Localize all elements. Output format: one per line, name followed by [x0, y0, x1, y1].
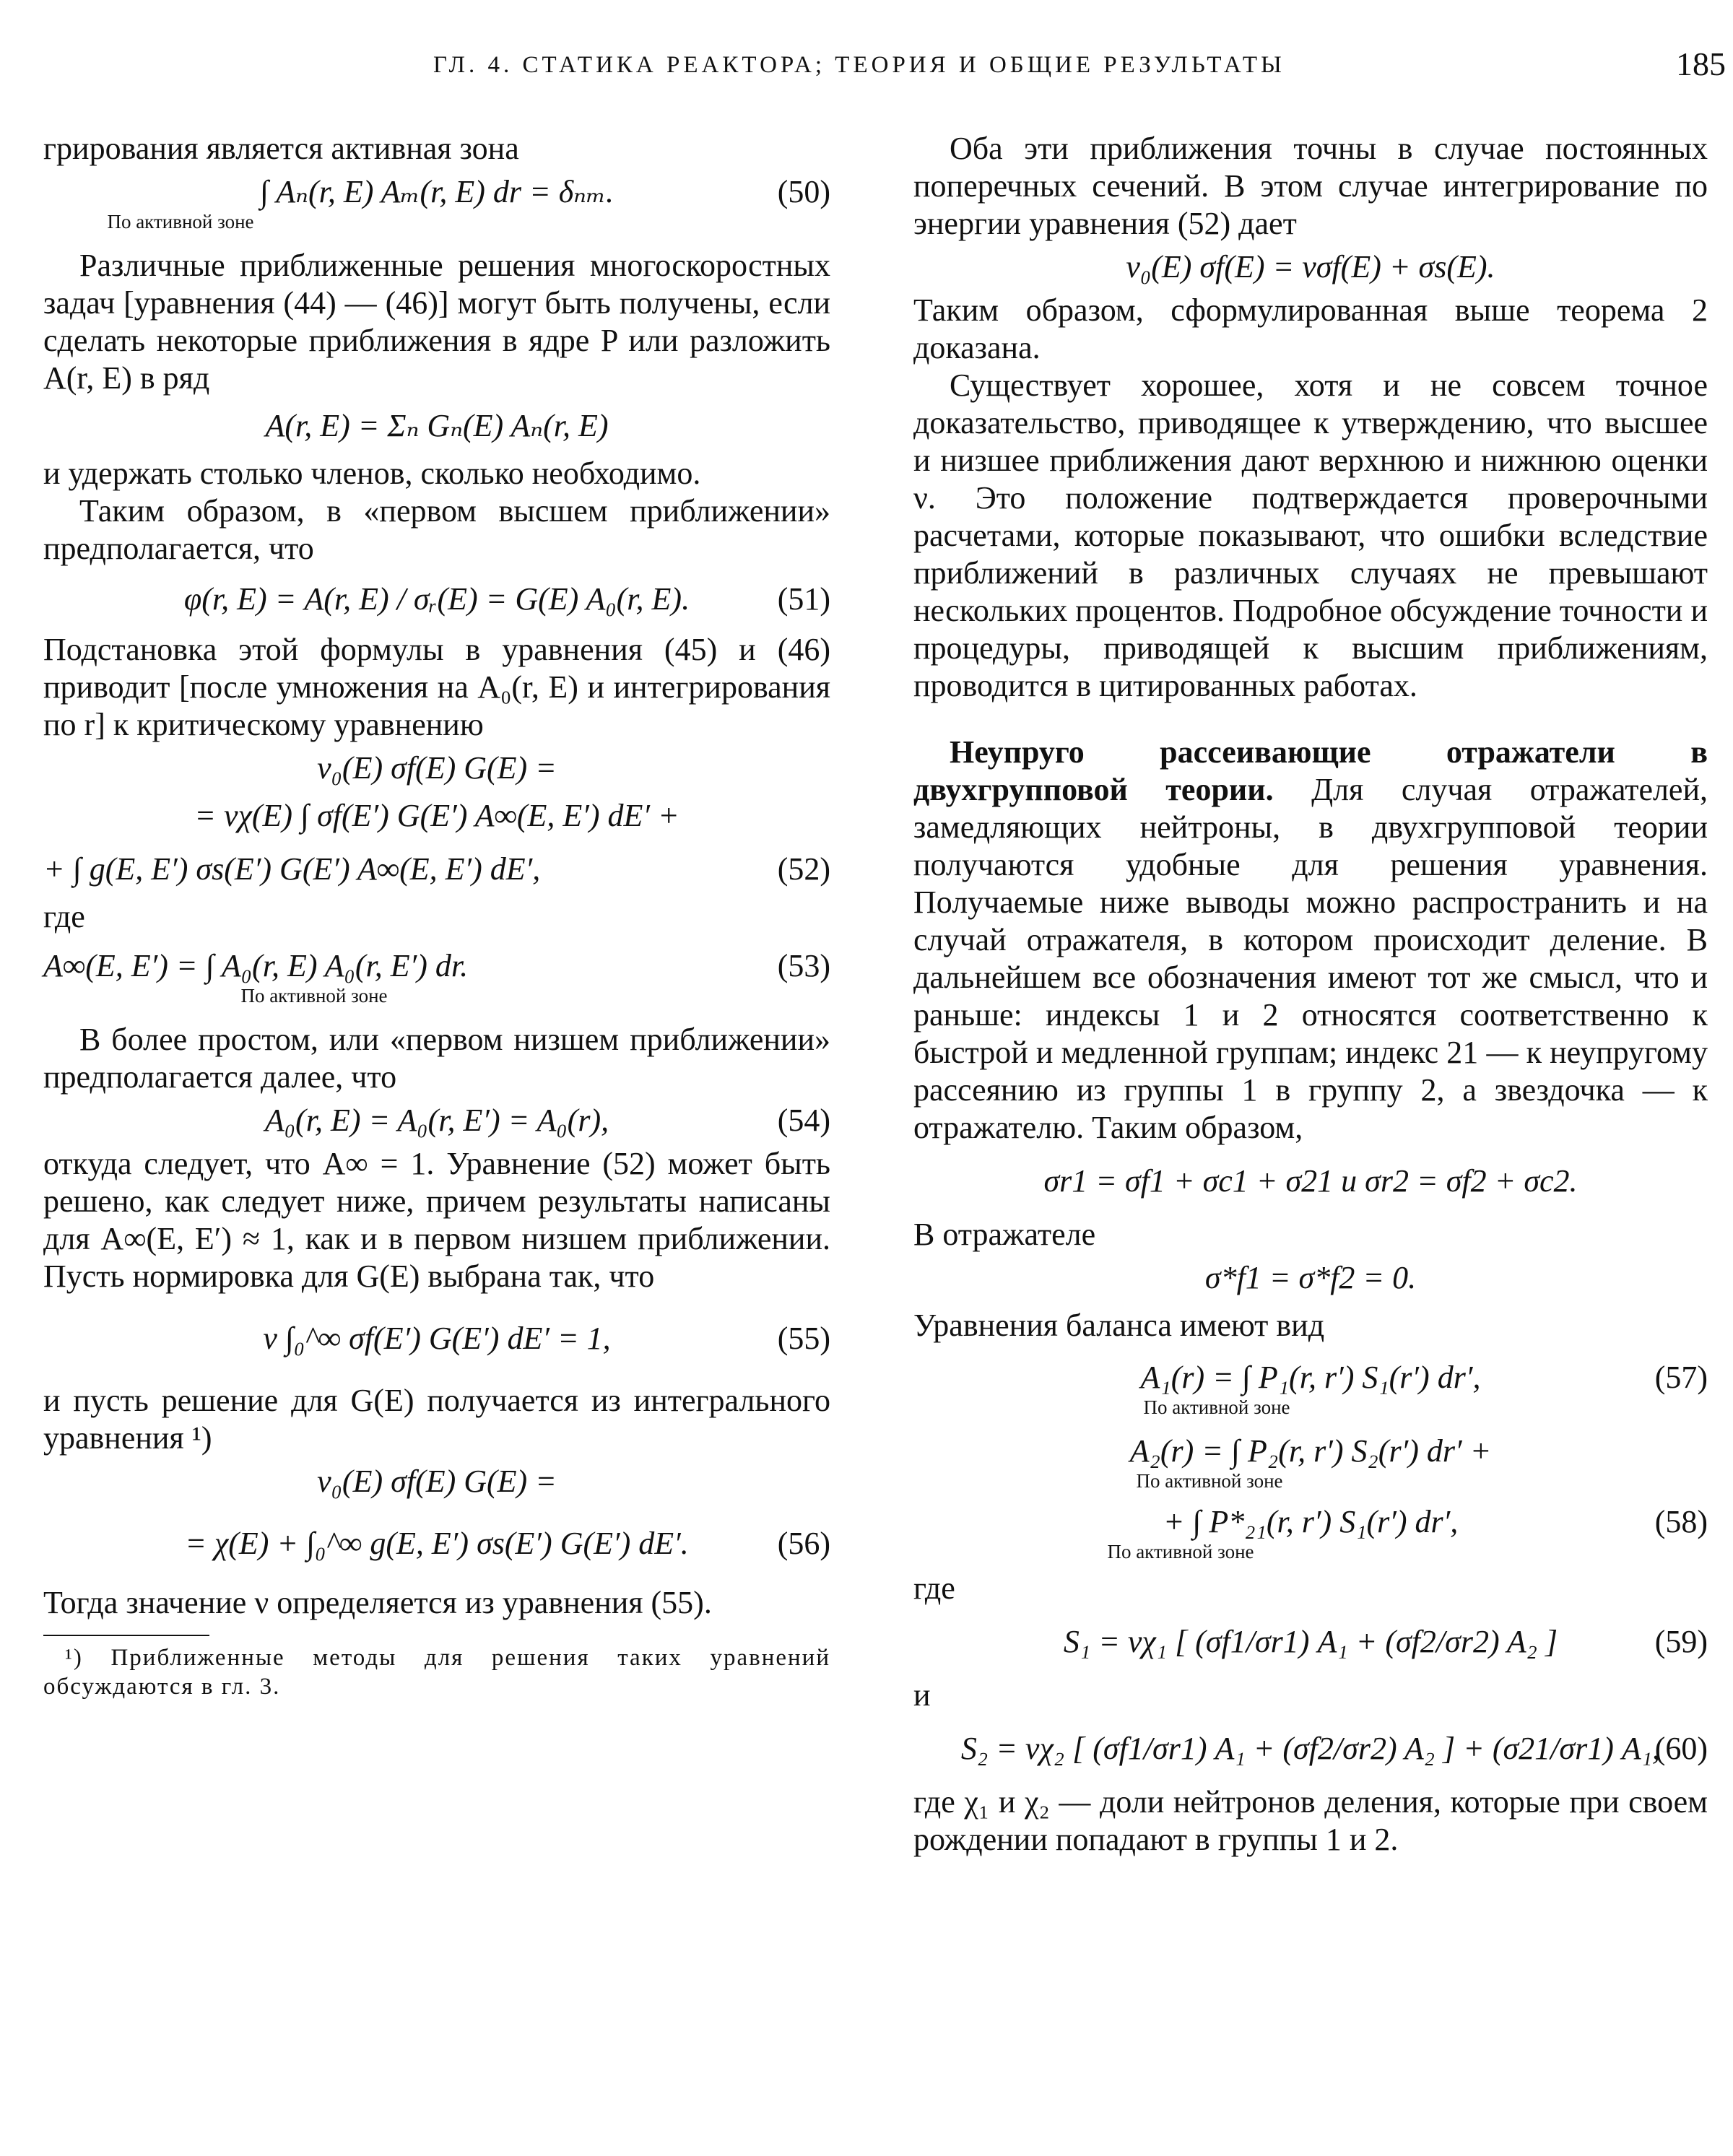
equation-series [43, 407, 830, 445]
integral-limit: По активной зоне [1143, 1396, 1290, 1418]
equation-50 [43, 173, 830, 232]
equation-number: (53) [777, 948, 830, 983]
equation-body: A(r, E) = Σₙ Gₙ(E) Aₙ(r, E) [265, 408, 609, 443]
equation-unnumbered [913, 248, 1708, 286]
paragraph: где χ₁ и χ₂ — доли нейтронов деления, которые при своем рождении попадают в группы 1 и 2. [913, 1784, 1708, 1857]
equation-54 [43, 1102, 830, 1139]
left-column [43, 130, 830, 1701]
equation-number: (59) [1654, 1624, 1708, 1659]
equation-59 [913, 1623, 1708, 1661]
paragraph: Подстановка этой формулы в уравнения (45) и (46) приводит [после умножения на A₀(r, E) и интегрирования по r] к критическому уравнению [43, 632, 830, 742]
equation-number: (50) [777, 174, 830, 209]
equation-number: (54) [777, 1103, 830, 1138]
equation-body: S₂ = νχ₂ [ (σf1/σr1) A₁ + (σf2/σr2) A₂ ] + (σ21/σr1) A₁, [960, 1731, 1661, 1766]
equation-number: (57) [1654, 1360, 1708, 1395]
equation-body: σr1 = σf1 + σc1 + σ21 и σr2 = σf2 + σc2. [1043, 1163, 1578, 1199]
equation-line: = νχ(E) ∫ σf(E′) G(E′) A∞(E, E′) dE′ + [194, 798, 679, 833]
integral-limit: По активной зоне [240, 985, 388, 1007]
running-header [43, 45, 1726, 88]
paragraph-text: Для случая отражателей, замедляющих нейтроны, в двухгрупповой теории получаются удобные для решения уравнения. Получаемые ниже выводы можно распространить и на случай отражателя, в котором происходит деление. В дальнейшем все обозначения имеют тот же смысл, что и раньше: индексы 1 и 2 относятся соответственно к быстрой и медленной группам; индекс 21 — к неупругому рассеянию из группы 1 в группу 2, а звездочка — к отражателю. Таким образом, [913, 772, 1708, 1145]
paragraph: Существует хорошее, хотя и не совсем точное доказательство, приводящее к утверждению, что высшее и низшее приближения дают верхнюю и нижнюю оценки ν. Это положение подтверждается проверочными расчетами, которые показывают, что ошибки вследствие приближений в различных случаях не превышают нескольких процентов. Подробное обсуждение точности и процедуры, приводящей к высшим приближениям, проводится в цитированных работах. [913, 368, 1708, 703]
paragraph: Оба эти приближения точны в случае постоянных поперечных сечений. В этом случае интегрирование по энергии уравнения (52) дает [913, 131, 1708, 241]
paragraph: и удержать столько членов, сколько необходимо. [43, 456, 701, 491]
equation-number: (56) [777, 1526, 830, 1561]
equation-body: A₀(r, E) = A₀(r, E′) = A₀(r), [264, 1103, 609, 1138]
paragraph: где [43, 899, 85, 934]
equation-line: + ∫ g(E, E′) σs(E′) G(E′) A∞(E, E′) dE′, [43, 851, 541, 887]
paragraph: Таким образом, сформулированная выше теорема 2 доказана. [913, 292, 1708, 365]
section-heading: Неупруго рассеивающие отражатели в двухгрупповой теории. [913, 734, 1708, 807]
equation-body: σ*f1 = σ*f2 = 0. [1204, 1260, 1417, 1295]
equation-53 [43, 947, 830, 1007]
paragraph: Таким образом, в «первом высшем приближении» предполагается, что [43, 493, 830, 566]
equation-57 [913, 1359, 1708, 1418]
paragraph: Уравнения баланса имеют вид [913, 1308, 1325, 1343]
paragraph: и пусть решение для G(E) получается из интегрального уравнения ¹) [43, 1383, 830, 1456]
footnote: ¹) Приближенные методы для решения таких уравнений обсуждаются в гл. 3. [43, 1645, 830, 1700]
paragraph: где [913, 1570, 955, 1606]
equation-body: φ(r, E) = A(r, E) / σᵣ(E) = G(E) A₀(r, E). [183, 581, 690, 617]
equation-body: S₁ = νχ₁ [ (σf1/σr1) A₁ + (σf2/σr2) A₂ ] [1063, 1624, 1558, 1659]
equation-number: (58) [1654, 1504, 1708, 1539]
equation-reflector [913, 1259, 1708, 1297]
section-paragraph [913, 734, 1708, 1147]
equation-number: (60) [1654, 1731, 1708, 1766]
integral-limit: По активной зоне [1136, 1470, 1283, 1492]
equation-56 [43, 1463, 830, 1562]
chapter-title: ГЛ. 4. СТАТИКА РЕАКТОРА; ТЕОРИЯ И ОБЩИЕ РЕЗУЛЬТАТЫ [433, 52, 1285, 78]
equation-line: ν₀(E) σf(E) G(E) = [317, 1464, 557, 1499]
paragraph: Различные приближенные решения многоскоростных задач [уравнения (44) — (46)] могут быть получены, если сделать некоторые приближения в ядре P или разложить A(r, E) в ряд [43, 248, 830, 396]
equation-body: A₁(r) = ∫ P₁(r, r′) S₁(r′) dr′, [1140, 1360, 1481, 1395]
integral-limit: По активной зоне [1107, 1541, 1254, 1562]
paragraph: В отражателе [913, 1217, 1096, 1252]
equation-number: (51) [777, 581, 830, 617]
equation-51 [43, 581, 830, 618]
paragraph: и [913, 1677, 931, 1713]
paragraph: Тогда значение ν определяется из уравнения (55). [43, 1585, 712, 1620]
equation-58 [913, 1433, 1708, 1562]
paragraph: откуда следует, что A∞ = 1. Уравнение (52) может быть решено, как следует ниже, причем результаты написаны для A∞(E, E′) ≈ 1, как и в первом низшем приближении. Пусть нормировка для G(E) выбрана так, что [43, 1146, 830, 1294]
section-gap [913, 705, 1708, 734]
equation-body: ν ∫₀^∞ σf(E′) G(E′) dE′ = 1, [263, 1321, 611, 1356]
equation-body: ν₀(E) σf(E) = νσf(E) + σs(E). [1126, 249, 1495, 284]
equation-line: A₂(r) = ∫ P₂(r, r′) S₂(r′) dr′ + [1129, 1433, 1492, 1469]
equation-55 [43, 1320, 830, 1357]
paragraph: В более простом, или «первом низшем приближении» предполагается далее, что [43, 1022, 830, 1095]
equation-number: (55) [777, 1321, 830, 1356]
equation-line: + ∫ P*₂₁(r, r′) S₁(r′) dr′, [1163, 1504, 1459, 1539]
equation-52 [43, 749, 830, 888]
right-column [913, 130, 1708, 1859]
page-number: 185 [1676, 45, 1726, 82]
equation-line: ν₀(E) σf(E) G(E) = [317, 750, 557, 786]
equation-number: (52) [777, 851, 830, 887]
paragraph: грирования является активная зона [43, 131, 519, 166]
equation-body: ∫ Aₙ(r, E) Aₘ(r, E) dr = δₙₘ. [260, 174, 614, 209]
integral-limit: По активной зоне [107, 211, 254, 232]
equation-60 [913, 1730, 1708, 1768]
equation-line: = χ(E) + ∫₀^∞ g(E, E′) σs(E′) G(E′) dE′. [185, 1526, 689, 1561]
footnote-rule [43, 1635, 209, 1636]
equation-body: A∞(E, E′) = ∫ A₀(r, E) A₀(r, E′) dr. [43, 948, 469, 983]
equation-cross-sections [913, 1162, 1708, 1200]
